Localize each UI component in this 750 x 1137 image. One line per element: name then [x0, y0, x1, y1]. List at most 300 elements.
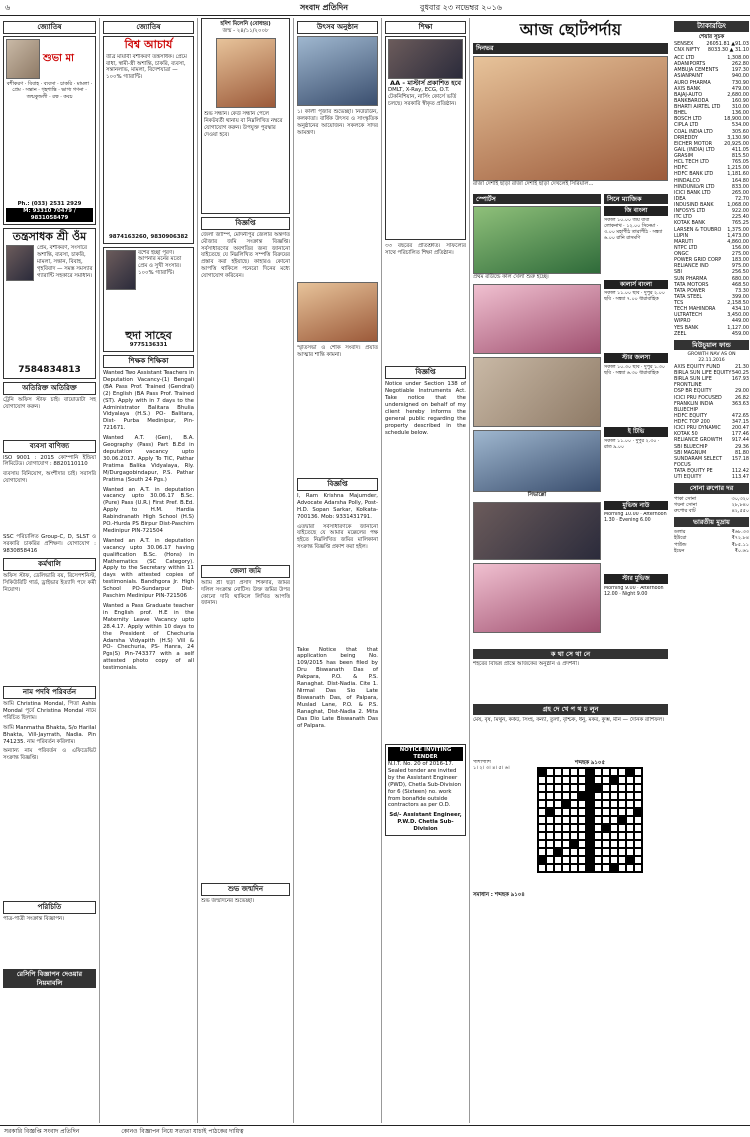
footer-note: কোনও বিজ্ঞাপন নিয়ে সত্যতা যাচাই পাঠকের দায়িত্ব	[121, 1128, 244, 1135]
crossword-cell	[626, 848, 634, 856]
crossword-cell	[626, 784, 634, 792]
stock-row-name: TATA STEEL	[674, 293, 703, 300]
section-heading: নাম পদবি পরিবর্তন	[3, 686, 96, 699]
fund-row-value: 917.44	[731, 437, 749, 444]
index-row-name: SENSEX	[674, 40, 694, 47]
crossword-cell	[586, 768, 594, 776]
crossword-cell	[546, 832, 554, 840]
student-photo	[388, 39, 463, 79]
fund-row-name: BIRLA SUN LIFE FRONTLINE	[674, 376, 712, 389]
fund-row-value: 177.46	[731, 431, 749, 438]
crossword-cell	[610, 776, 618, 784]
tantric-phone: 7584834813	[18, 365, 81, 376]
stock-row-name: DRREDDY	[674, 134, 698, 141]
fund-row-name: HDFC EQUITY	[674, 412, 708, 419]
crossword-cell	[538, 864, 546, 872]
crossword-cell	[546, 784, 554, 792]
missing-title: হদিশ মিলেনি (বোধহয়)	[220, 21, 271, 27]
crossword-cell	[618, 792, 626, 800]
section-heading: শিক্ষা	[385, 21, 466, 34]
fund-row-value: 29.36	[734, 443, 749, 450]
stock-row-value: 680.00	[731, 275, 749, 282]
tender-body: N.I.T. No. 20 of 2016-17. Sealed tender are invited by the Assistant Engineer (PWD), Chetla Sub-Division for 6 (Sixteen) no. work from bonafide outside contractors as per O.D.	[388, 761, 462, 809]
crossword-cell	[594, 816, 602, 824]
crossword-cell	[538, 856, 546, 864]
gold-heading: সোনা রুপোর দর	[674, 483, 749, 493]
crossword-cell	[610, 792, 618, 800]
crossword-cell	[586, 808, 594, 816]
stock-row-name: ITC LTD	[674, 214, 692, 221]
stock-row-name: POWER GRID CORP	[674, 257, 722, 264]
stock-row-value: 160.90	[731, 97, 749, 104]
stock-row-value: 197.30	[731, 67, 749, 74]
crossword-cell	[626, 808, 634, 816]
crossword-cell	[578, 832, 586, 840]
stock-row-name: ACC LTD	[674, 55, 695, 62]
stock-row-name: BOSCH LTD	[674, 116, 702, 123]
crossword-cell	[618, 840, 626, 848]
stock-row-name: SUN PHARMA	[674, 275, 707, 282]
fund-row-value: 363.63	[731, 400, 749, 407]
serial-photo-3	[473, 502, 601, 560]
gold-list	[674, 496, 749, 514]
gold-row-value: ৩০,৩২০	[731, 495, 749, 502]
legal-notice: Take Notice that that application being No. 109/2015 has been filed by Dru Biswanath Das of Pakpara, P.O. & P.S. Ranaghat. Dist-Nadia. Cite 1. Nirmal Das Sio Late Biswanath Das, of Palpara, Muslad Lane, P.O. & P.S. Ranaghat, Dist-Nadia 2. Mita Das Dio Late Biswanath Das of Palpara.	[297, 646, 378, 729]
stock-row-name: IDEA	[674, 195, 686, 202]
serial-photo-4	[473, 563, 601, 633]
teacher-ad: Wanted an A.T. in deputation vacancy upto 30.06.17 having qualification B.Sc. (Hons) in Mathematics (SC Category). Apply to the Secretary within 11 days with attested copies of testimonials. Bandhgora Jr. High School PO-Sundarpur Dist-Paschim Medinipur PIN-721506	[103, 537, 194, 600]
crossword-cell	[586, 784, 594, 792]
crossword-cell	[610, 816, 618, 824]
stock-row-value: 136.00	[731, 110, 749, 117]
teacher-ad: Wanted A.T. (Gen), B.A. Geography (Pass) Part B.Ed in deputation vacancy upto 30.06.2017. Apply To TIC, Pathar Pratima Balika Vidyalaya, Rly. M/Durgagobindapur, P.S. Pathar Pratima (South 24 Pgs.)	[103, 435, 194, 483]
crossword-grid	[537, 767, 643, 873]
stock-row	[674, 331, 749, 337]
crossword-cell	[586, 800, 594, 808]
stock-row-name: LUPIN	[674, 232, 689, 239]
section-heading: শুভ জন্মদিন	[201, 883, 290, 896]
section-bar: ক থা সে থা নে	[473, 649, 668, 659]
stock-row-name: ULTRATECH	[674, 312, 702, 319]
fund-row-value: 472.65	[731, 412, 749, 419]
crossword-cell	[610, 784, 618, 792]
crossword-cell	[554, 800, 562, 808]
crossword-cell	[570, 808, 578, 816]
astrologer-phone: Ph.: (033) 2531 2929	[17, 200, 82, 207]
crossword-cell	[634, 800, 642, 808]
crossword-cell	[618, 816, 626, 824]
teacher-ad: Wanted Two Assistant Teachers in Deputation Vacancy-(1) Bengali (BA Pass Prof. Trained (Gendral) (2) English (BA Pass Prof. Trained (ST). Apply with in 7 days to the Administrator Balitara Bhulia Vidyalaya (H.S.) PO- Balitara, Dist- Purba Medinipur, Pin- 721671.	[103, 370, 194, 432]
fund-row-value: 540.25	[731, 370, 749, 377]
channel-name: ই টিভি	[604, 427, 668, 437]
crossword-cell	[618, 832, 626, 840]
currency-heading: ভারতীয় মুদ্রায়	[674, 517, 749, 527]
crossword-cell	[626, 816, 634, 824]
stock-row-name: BAJAJ-AUTO	[674, 91, 703, 98]
crossword-cell	[634, 864, 642, 872]
crossword-cell	[634, 768, 642, 776]
crossword-cell	[594, 792, 602, 800]
stock-row-value: 399.00	[731, 293, 749, 300]
section-heading: ব্যবসা বাণিজ্য	[3, 440, 96, 453]
fund-row	[674, 376, 749, 388]
currency-row-name: ইউরো	[674, 535, 687, 542]
crossword-solution-title: সমাধান : শব্দছক ৯১০৪	[473, 891, 525, 898]
stock-row-value: 468.50	[731, 281, 749, 288]
crossword-cell	[626, 832, 634, 840]
stock-row-value: 156.00	[731, 244, 749, 251]
stock-row-name: WIPRO	[674, 318, 691, 325]
crossword-cell	[562, 848, 570, 856]
stock-row-value: 479.00	[731, 85, 749, 92]
fund-row-name: HDFC TOP 200	[674, 419, 710, 426]
crossword-cell	[562, 824, 570, 832]
education-ad: AA - মাস্টার্স প্রকাশিত হবে DMLT, X-Ray, ECG, O.T. টেকনিশিয়ান, নার্সিং কোর্সে ভর্তি চলছে। সরকারি স্বীকৃত প্রতিষ্ঠান।	[385, 36, 466, 240]
section-heading: অতিরিক্ত অতিরিক্ত	[3, 382, 96, 395]
stock-row-name: MARUTI	[674, 238, 693, 245]
stock-list	[674, 55, 749, 337]
crossword-cell	[578, 784, 586, 792]
gold-row	[674, 508, 749, 514]
crossword-cell	[634, 824, 642, 832]
crossword-cell	[538, 840, 546, 848]
currency-row-name: পাউন্ড	[674, 541, 687, 548]
stock-row-name: KOTAK BANK	[674, 220, 706, 227]
crossword-cell	[618, 800, 626, 808]
stock-row-value: 4,860.00	[727, 238, 749, 245]
crossword-cell	[634, 792, 642, 800]
crossword-cell	[610, 800, 618, 808]
stock-row-name: ADANIPORTS	[674, 61, 706, 68]
fund-row-value: 113.47	[731, 474, 749, 481]
astrologer-title: বিশ্ব আচার্য	[124, 37, 173, 51]
event-photo	[297, 282, 378, 342]
crossword-cell	[578, 808, 586, 816]
serial-photo	[473, 284, 601, 354]
astrologer-ad: বিশ্ব আচার্য তীব্র মায়াবী বশীকরণ তন্ত্রসাধক। প্রেমে বাধা, স্বামী-স্ত্রী অশান্তি, চাকরি, ব্যবসা, সন্তানলাভ, মামলা, বিদেশযাত্রা — ১০০% গ্যারান্টি। 9874163260, 9830906382	[103, 36, 194, 244]
crossword-cell	[602, 800, 610, 808]
crossword-cell	[578, 856, 586, 864]
crossword-cell	[578, 824, 586, 832]
fund-row-name: TATA EQUITY PE	[674, 468, 713, 475]
stock-row-value: 18,900.00	[724, 116, 749, 123]
cartoon-photo	[473, 430, 601, 492]
crossword-cell	[578, 792, 586, 800]
crossword-cell	[586, 832, 594, 840]
astrologer-title: হুদা সাহেব	[125, 328, 172, 342]
fund-row-value: 347.15	[731, 419, 749, 426]
fund-date: GROWTH NAV AS ON 22.11.2016	[687, 352, 736, 364]
index-row-name: CNX NIFTY	[674, 46, 700, 53]
stock-row-value: 20,925.00	[724, 140, 749, 147]
stock-row-value: 765.05	[731, 159, 749, 166]
stock-row-value: 975.00	[731, 263, 749, 270]
crossword-cell	[610, 832, 618, 840]
fund-row-name: BIRLA SUN LIFE EQUITY	[674, 370, 732, 377]
crossword-cell	[618, 824, 626, 832]
crossword-cell	[634, 784, 642, 792]
fund-row-name: DSP BR EQUITY	[674, 388, 712, 395]
crossword-title: শব্দছক ৯১০৫	[575, 759, 605, 766]
fund-row-value: 167.93	[731, 376, 749, 383]
crossword-cell	[546, 768, 554, 776]
crossword-cell	[578, 776, 586, 784]
astrologer-photo	[6, 39, 40, 79]
crossword-cell	[570, 816, 578, 824]
crossword-cell	[570, 832, 578, 840]
stock-row-name: SBI	[674, 269, 682, 276]
stock-row-value: 833.00	[731, 183, 749, 190]
crossword-cell	[538, 832, 546, 840]
section-heading: জ্যোতিষ	[103, 21, 194, 34]
crossword-cell	[554, 784, 562, 792]
channel-name: জি বাংলা	[604, 206, 668, 216]
channel-heading: স্পোর্টস	[473, 194, 601, 204]
market-sidebar	[671, 18, 750, 1123]
section-heading: বিজ্ঞপ্তি	[201, 217, 290, 230]
fund-row-value: 81.80	[734, 449, 749, 456]
stock-row-value: 1,068.00	[727, 202, 749, 209]
crossword-cell	[618, 848, 626, 856]
festival-photo	[297, 36, 378, 106]
index-list	[674, 41, 749, 53]
crossword-cell	[626, 768, 634, 776]
crossword-cell	[586, 856, 594, 864]
crossword-cell	[554, 776, 562, 784]
channel-name: মুভিজ নাউ	[604, 501, 668, 511]
crossword-cell	[546, 864, 554, 872]
fund-row-name: ICICI PRU FOCUSED	[674, 394, 722, 401]
currency-row-value: ₹৬৮.৩৩	[731, 529, 749, 536]
crossword-cell	[554, 864, 562, 872]
crossword-cell	[562, 784, 570, 792]
stock-row-name: CIPLA LTD	[674, 122, 699, 129]
crossword-cell	[586, 840, 594, 848]
issue-date: বুধবার ২৩ নভেম্বর ২০১৬	[420, 3, 503, 12]
crossword-cell	[546, 856, 554, 864]
crossword-cell	[594, 864, 602, 872]
stock-row-value: 1,181.60	[727, 171, 749, 178]
serial-photo-2	[473, 357, 601, 427]
stock-row-name: HCL TECH LTD	[674, 159, 709, 166]
crossword-cell	[554, 768, 562, 776]
crossword-cell	[570, 784, 578, 792]
stock-row-name: AXIS BANK	[674, 85, 701, 92]
fund-row-value: 26.82	[734, 394, 749, 401]
crossword-cell	[562, 856, 570, 864]
currency-row-value: ₹৮৫.১১	[731, 541, 749, 548]
crossword-cell	[626, 800, 634, 808]
stock-row-name: BANKBARODA	[674, 97, 709, 104]
crossword-cell	[602, 832, 610, 840]
crossword-cell	[602, 808, 610, 816]
crossword-cell	[562, 800, 570, 808]
section-heading: পরিচিতি	[3, 901, 96, 914]
section-heading: জেলা জমি	[201, 565, 290, 578]
gold-row-name: গয়না সোনা	[674, 501, 697, 508]
crossword-cell	[594, 856, 602, 864]
crossword-cell	[594, 776, 602, 784]
fund-row-value: 200.47	[731, 425, 749, 432]
fund-row-name: ICICI PRU DYNAMIC	[674, 425, 721, 432]
fund-row-name: AXIS EQUITY FUND	[674, 363, 721, 370]
stock-row-name: HDFC BANK LTD	[674, 171, 714, 178]
fund-row-value: 157.18	[731, 455, 749, 462]
crossword-cell	[538, 800, 546, 808]
stock-row-value: 434.10	[731, 306, 749, 313]
crossword-cell	[634, 832, 642, 840]
stock-row-name: NTPC LTD	[674, 244, 698, 251]
astrologer-ad: শুভা মা বশীকরণ · বিবাহ · ব্যবসা · চাকরি · মামলা · প্রেম · সন্তান · গৃহশান্তি · ভাগ্য গণনা · জন্মকুন্ডলী · রত্ন · কবচ Ph.: (033) 2531 2929 M: 93310 70479 / 9831058479	[3, 36, 96, 225]
stock-row-value: 265.00	[731, 189, 749, 196]
crossword-cell	[626, 856, 634, 864]
crossword-cell	[554, 848, 562, 856]
crossword-cell	[546, 792, 554, 800]
crossword-cell	[586, 792, 594, 800]
fund-row-name: SBI BLUECHIP	[674, 443, 708, 450]
currency-row-value: ₹৭২.৮৪	[731, 535, 749, 542]
stock-row-value: 3,130.90	[727, 134, 749, 141]
newspaper-name: সংবাদ প্রতিদিন	[300, 3, 349, 12]
fund-row-value: 112.42	[731, 468, 749, 475]
teacher-ad: Wanted an A.T. in deputation vacancy upto 30.06.17 B.Sc. (Pure) Pass (U.R.) First Pref. B.Ed. Apply to H.M. Hardia Rabindranath High School (H.S) PO.-Hurda PS Birpur Dist-Paschim Medinipur PIN-721504	[103, 486, 194, 534]
section-heading: বিজ্ঞপ্তি	[385, 366, 466, 379]
channel-name: কালার্স বাংলা	[604, 280, 668, 290]
gold-row-value: ৪২,৫৫০	[731, 507, 749, 514]
crossword-cell	[538, 792, 546, 800]
crossword-cell	[618, 864, 626, 872]
crossword-cell	[594, 824, 602, 832]
astrologer-mobile: M: 93310 70479 / 9831058479	[6, 208, 93, 222]
currency-row	[674, 548, 749, 554]
fund-row-value: 29.00	[734, 388, 749, 395]
column-missing-notices: হদিশ মিলেনি (বোধহয়) জন্ম - ২৪/১১/২০০৮ শুভ সন্ধান। কেউ সন্ধান পেলে নিকটবর্তী থানায় বা নিম্নলিখিত নম্বরে যোগাযোগ করুন। উপযুক্ত পুরস্কার দেওয়া হবে। বিজ্ঞপ্তি জেলা জাম্পি, মেদিনীপুর জেলার অন্তর্গত মৌজার জমি সংক্রান্ত বিজ্ঞপ্তি। সর্বসাধারণের অবগতির জন্য জানানো যাইতেছে যে নিম্নলিখিত সম্পত্তি বিক্রয়ের প্রস্তাব করা হইয়াছে। কাহারও কোনো আপত্তি থাকিলে পনেরো দিনের মধ্যে যোগাযোগ করিবেন। জেলা জমি আমি শ্রী ছড়া প্রসাদ শিকদার, জমির দলিল সংক্রান্ত নোটিস। উক্ত জমির উপর কোনো দাবি থাকিলে লিখিত আপত্তি জানান। শুভ জন্মদিন শুভ জন্মদিনের শুভেচ্ছা।	[198, 18, 294, 1123]
crossword-cell	[578, 800, 586, 808]
crossword-cell	[570, 840, 578, 848]
crossword-cell	[570, 768, 578, 776]
stock-row-value: 73.30	[734, 287, 749, 294]
fund-row-name: RELIANCE GROWTH	[674, 437, 723, 444]
crossword-cell	[570, 864, 578, 872]
stock-row-value: 1,375.00	[727, 226, 749, 233]
fund-row-name: KOTAK 50	[674, 431, 698, 438]
crossword-cell	[570, 776, 578, 784]
crossword-cell	[578, 848, 586, 856]
crossword-cell	[546, 808, 554, 816]
crossword-cell	[562, 816, 570, 824]
section-heading: শিক্ষক শিক্ষিকা	[103, 355, 194, 368]
stock-row-name: INFOSYS LTD	[674, 208, 706, 215]
stock-row-value: 2,680.00	[727, 91, 749, 98]
missing-person-ad: হদিশ মিলেনি (বোধহয়) জন্ম - ২৪/১১/২০০৮ শুভ সন্ধান। কেউ সন্ধান পেলে নিকটবর্তী থানায় বা নিম্নলিখিত নম্বরে যোগাযোগ করুন। উপযুক্ত পুরস্কার দেওয়া হবে।	[201, 18, 290, 214]
page-number: ৬	[5, 3, 11, 12]
channel-heading: সিনে ম্যাজিক	[604, 194, 668, 204]
crossword-cell	[570, 824, 578, 832]
stock-row-value: 940.00	[731, 73, 749, 80]
stock-row-value: 2,158.50	[727, 300, 749, 307]
stock-row-name: RELIANCE IND	[674, 263, 709, 270]
tv-entertainment-section: আজ ছোটপর্দায় দিনভর রাজা দেশাই ছাড়া রাজা দেশাই ছাড়া দেখলেই সিরিয়াল... স্পোর্টস প্রথম রাউন্ডে কাল খেলা শুরু হচ্ছে। সিভাল্লো সিনে ম্যাজিক জি বাংলা সকাল ১০.০০ জয় বাবা লোকনাথ · ১২.০০ সিনেমা · ৩.০০ মহাপীঠ তারাপীঠ · সন্ধ্যা ৬.০০ রানি রাসমণি কালার্স বাংলা সকাল ১১.০০ ছবি · দুপুর ২.০০ ছবি · সন্ধ্যা ৭.০০ ধারাবাহিক স্টার জলসা সকাল ১০.৩০ ছবি · দুপুর ১.৩০ ছবি · সন্ধ্যা ৬.৩০ ধারাবাহিক ই টিভি সকাল ১১.০০ · দুপুর ২.৩০ · রাত ৯.০০ মুভিজ নাউ Morning 10.00 · Afternoon 1.30 · Evening 6.00 স্টার মুভিজ Morning 9.00 · Afternoon 12.00 · Night 9.00 ক থা সে থা নে শহরের বিভিন্ন প্রান্তে আজকের অনুষ্ঠান ও প্রদর্শনী। গ্রহ দে খে প থ চ লুন মেষ, বৃষ, মিথুন, কর্কট, সিংহ, কন্যা, তুলা, বৃশ্চিক, ধনু, মকর, কুম্ভ, মীন — দৈনিক রাশিফল। পাশাপাশি ১। ২। ৩। ৪। ৫। ৬। শব্দছক ৯১০৫ সমাধান : শব্দছক ৯১০৪	[473, 20, 667, 898]
crossword-cell	[538, 768, 546, 776]
crossword-cell	[586, 848, 594, 856]
section-heading: জ্যোতিষ	[3, 21, 96, 34]
fund-heading: মিউচুয়াল ফান্ড	[674, 340, 749, 350]
crossword-cell	[634, 848, 642, 856]
crossword-cell	[578, 816, 586, 824]
crossword-cell	[618, 784, 626, 792]
column-festival-legal: উৎসব অনুষ্ঠান ১। কালী পূজার শুভেচ্ছা। নিউটাউন, কলকাতা। বার্ষিক উৎসব ও সাংস্কৃতিক অনুষ্ঠানের আয়োজন। সকলকে সাদর আমন্ত্রণ। স্মৃতিসভা ও শোক সংবাদ। প্রয়াত আত্মার শান্তি কামনা। বিজ্ঞপ্তি I, Ram Krishna Majumder, Advocate Adarsha Polly, Post-H.D. Sopan Sarkar, Kolkata-700136. Mob: 9331431791. এতদ্বারা সর্বসাধারণকে জানানো যাইতেছে যে আমার মক্কেলের পক্ষ হইতে নিম্নলিখিত জমির মালিকানা সংক্রান্ত বিজ্ঞপ্তি প্রকাশ করা হইল। Take Notice that that application being No. 109/2015 has been filed by Dru Biswanath Das of Pakpara, P.O. & P.S. Ranaghat. Dist-Nadia. Cite 1. Nirmal Das Sio Late Biswanath Das, of Palpara, Muslad Lane, P.O. & P.S. Ranaghat, Dist-Nadia 2. Mita Das Dio Late Biswanath Das of Palpara.	[294, 18, 382, 1123]
crossword-cell	[546, 800, 554, 808]
classified-ad: SSC পরিচালিত Group-C, D, SLST ও সরকারি চাকরির প্রশিক্ষণ। যোগাযোগ : 9830858416	[3, 534, 96, 555]
crossword-cell	[610, 808, 618, 816]
crossword-cell	[538, 816, 546, 824]
crossword-cell	[546, 776, 554, 784]
teacher-ad: Wanted a Pass Graduate teacher in English prof. H.E in the Maternity Leave Vacancy upto 28.4.17. Apply within 10 days to the President of Chechuria Adarsha Vidyapith (H.S) Vill & PO- Chechuria, PS- Hanra, 24 Pgs(S) Pin-743377 with a self attested photo copy of all testimonials.	[103, 603, 194, 672]
fund-row-name: FRANKLIN INDIA BLUECHIP	[674, 400, 714, 413]
crossword-cell	[562, 768, 570, 776]
stock-row-name: ASIANPAINT	[674, 73, 703, 80]
crossword-cell	[578, 768, 586, 776]
astrologer-name: শুভা মা	[43, 53, 74, 65]
stock-row-name: TATA MOTORS	[674, 281, 709, 288]
crossword-cell	[586, 824, 594, 832]
crossword-cell	[562, 840, 570, 848]
crossword-cell	[546, 848, 554, 856]
crossword-cell	[562, 792, 570, 800]
crossword-cell	[554, 808, 562, 816]
tender-notice	[385, 744, 466, 836]
crossword-cell	[554, 832, 562, 840]
index-row-value: 8033.30 ▲ 31.10	[707, 46, 749, 53]
stock-row-name: GRASIM	[674, 153, 694, 160]
crossword-cell	[602, 840, 610, 848]
stock-row-value: 1,215.00	[727, 165, 749, 172]
crossword-cell	[570, 848, 578, 856]
astrologer-phone: 9874163260, 9830906382	[109, 233, 188, 240]
crossword-cell	[610, 856, 618, 864]
stock-row-name: TCS	[674, 300, 684, 307]
fund-row-name: UTI EQUITY	[674, 474, 702, 481]
crossword-cell	[562, 776, 570, 784]
crossword-cell	[602, 816, 610, 824]
crossword-cell	[634, 776, 642, 784]
crossword-cell	[546, 824, 554, 832]
stock-row-name: HDFC	[674, 165, 688, 172]
astrologer-phone: 9775136331	[129, 342, 168, 349]
stock-row-name: GAIL (INDIA) LTD	[674, 146, 715, 153]
crossword-cell	[610, 864, 618, 872]
tv-photo-main	[473, 56, 668, 181]
legal-notice: I, Ram Krishna Majumder, Advocate Adarsha Polly, Post-H.D. Sopan Sarkar, Kolkata-700136. Mob: 9331431791.	[297, 492, 378, 520]
crossword-cell	[578, 864, 586, 872]
crossword-cell	[626, 824, 634, 832]
stock-row-value: 3,450.00	[727, 312, 749, 319]
stock-row-value: 1,308.00	[727, 55, 749, 62]
stock-row-value: 164.80	[731, 177, 749, 184]
crossword-cell	[610, 840, 618, 848]
currency-row-name: ডলার	[674, 529, 686, 536]
channel-name: স্টার জলসা	[604, 353, 668, 363]
gold-row-value: ২৮,৮৪০	[731, 501, 749, 508]
crossword-cell	[634, 840, 642, 848]
section-heading: উৎসব অনুষ্ঠান	[297, 21, 378, 34]
photo-caption: প্রথম রাউন্ডে কাল খেলা শুরু হচ্ছে।	[473, 274, 549, 280]
stock-row-value: 765.25	[731, 220, 749, 227]
section-heading: বিজ্ঞপ্তি	[297, 478, 378, 491]
page-footer	[0, 1125, 750, 1137]
page-header	[0, 0, 750, 16]
stock-row-name: HINDUNILVR LTD	[674, 183, 715, 190]
